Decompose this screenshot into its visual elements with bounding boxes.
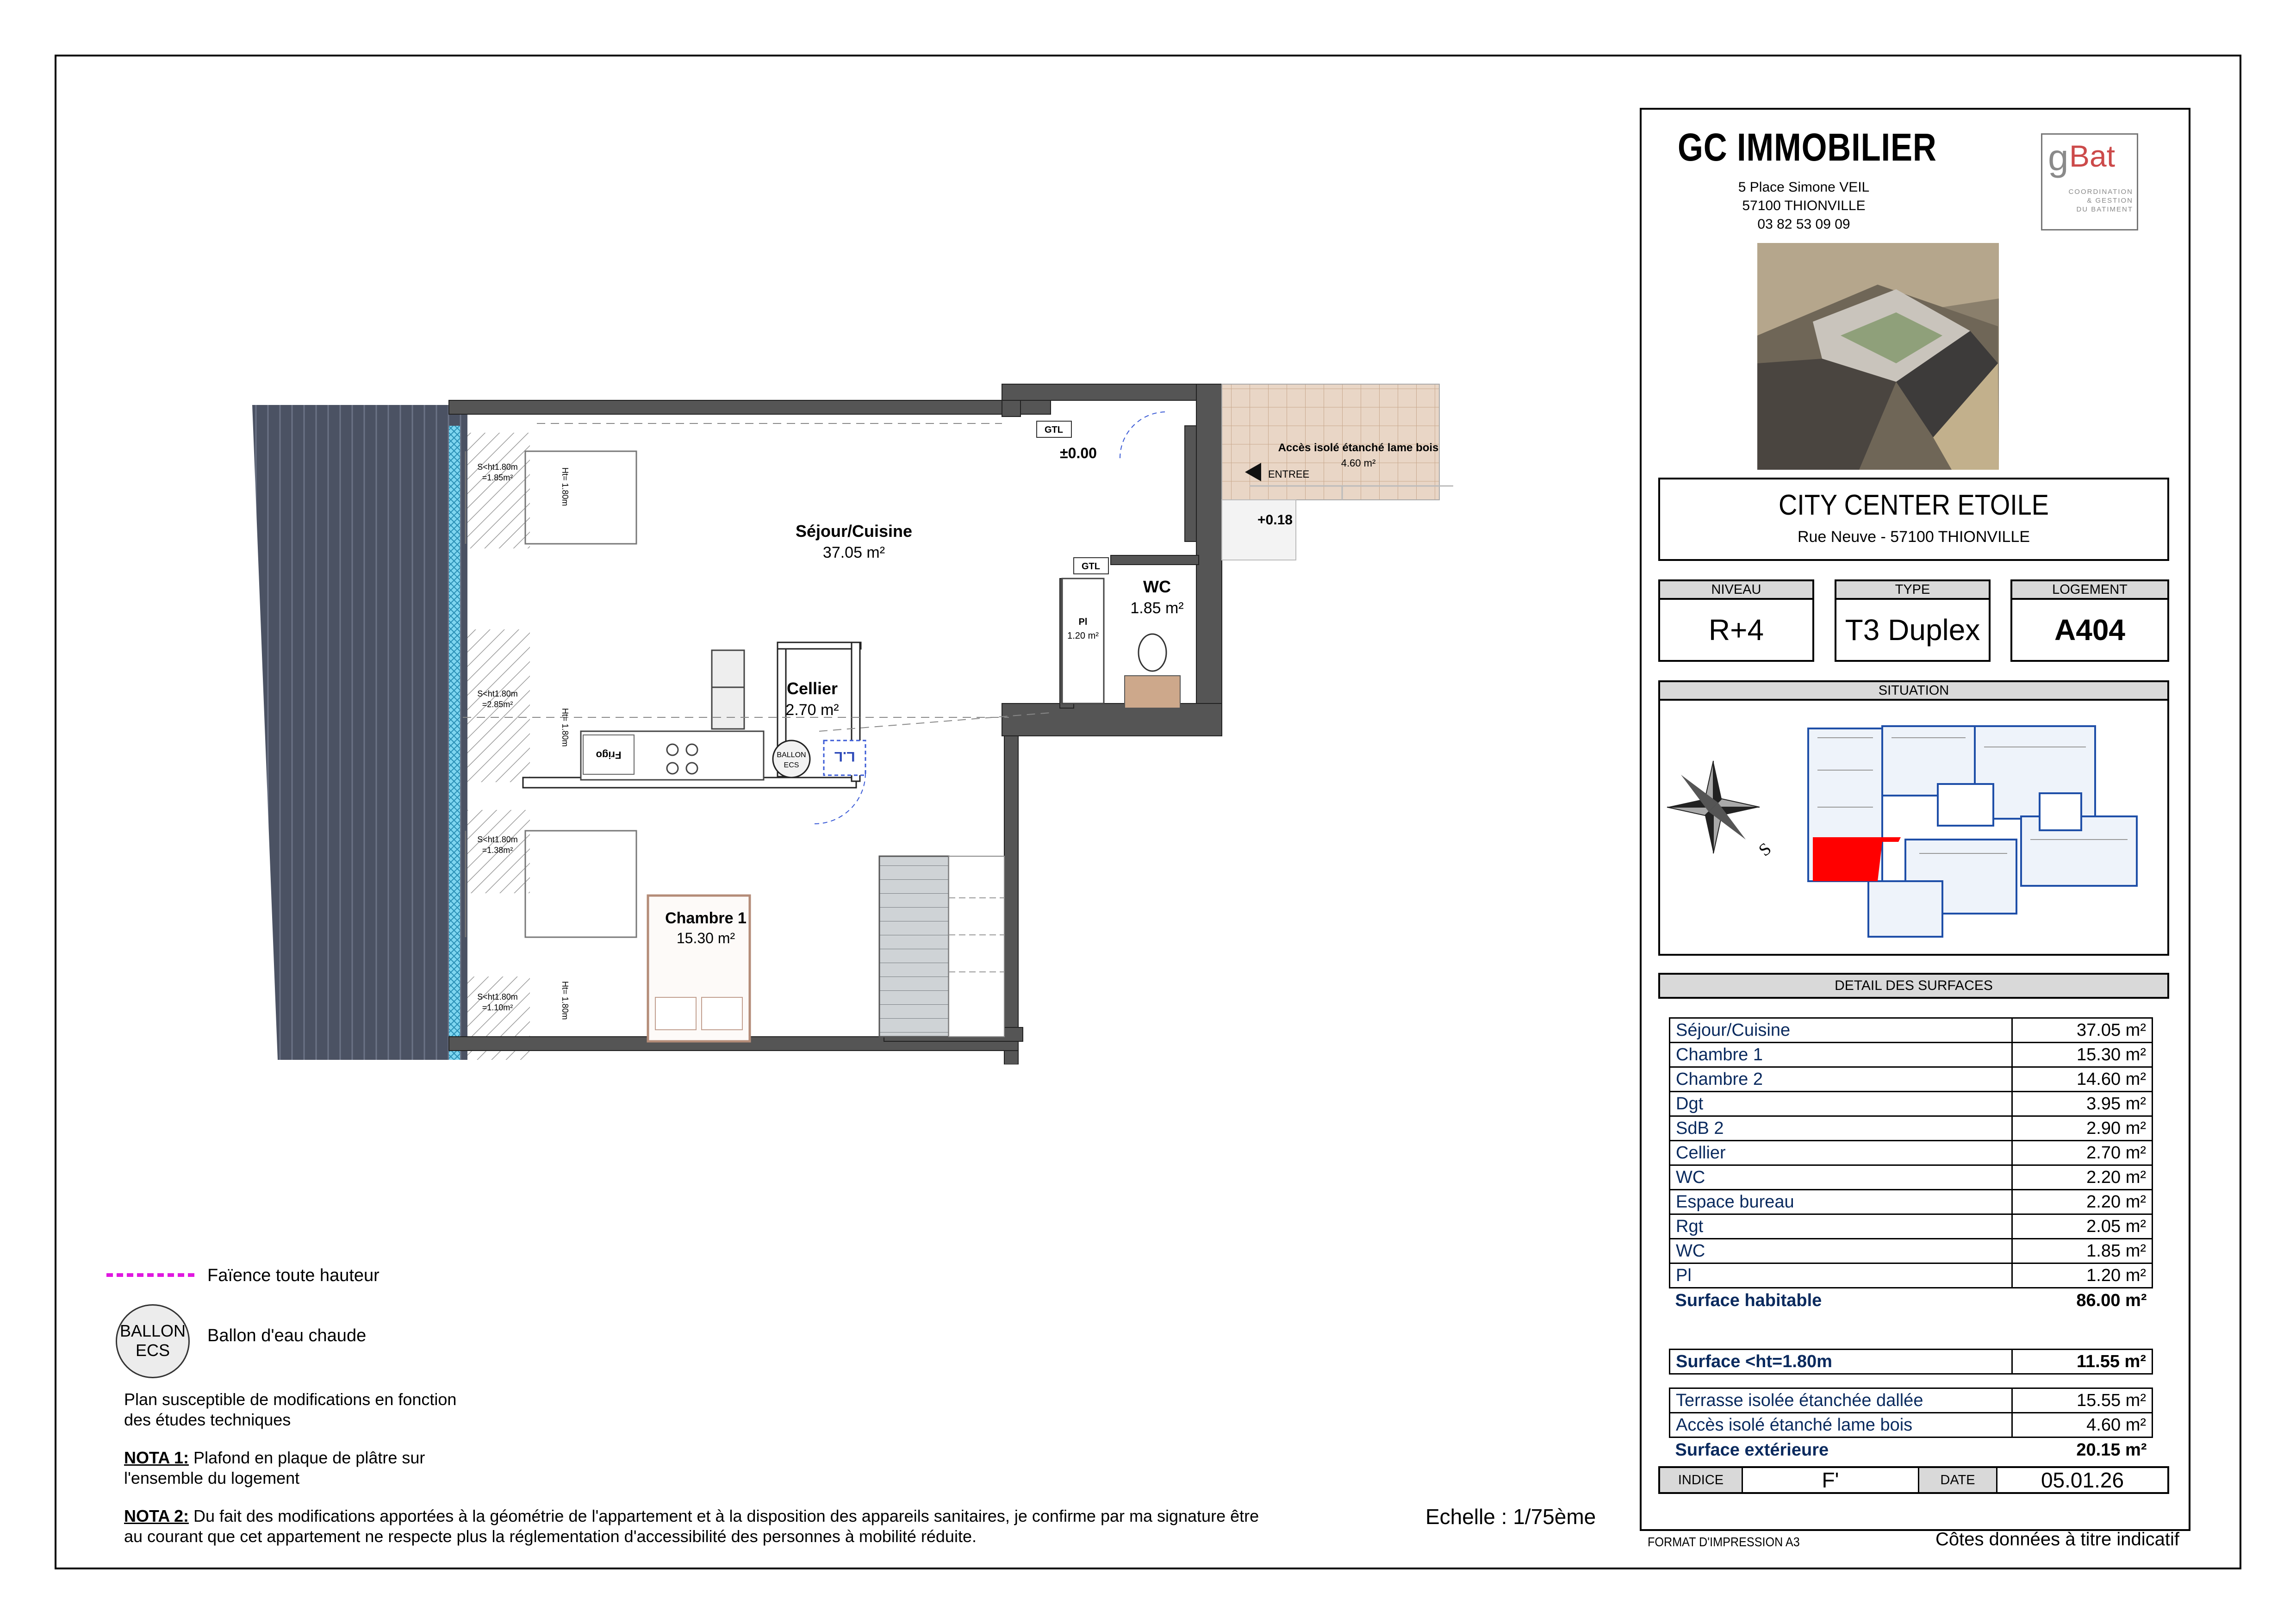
- fridge-label: Frigo: [596, 749, 622, 761]
- roof-slope: [252, 405, 467, 1060]
- logo-bat: Bat: [2069, 139, 2116, 173]
- room-surface-row: [1670, 1018, 2153, 1043]
- exterior-area: 4.60 m²: [2012, 1413, 2152, 1437]
- legend-faience: Faïence toute hauteur: [207, 1266, 380, 1285]
- wc-bowl-icon: [1139, 634, 1166, 671]
- dimensions-note: Côtes données à titre indicatif: [1935, 1529, 2179, 1549]
- oven: [712, 687, 744, 729]
- room-area: 2.90 m²: [2012, 1116, 2152, 1141]
- type-value: T3 Duplex: [1845, 613, 1980, 647]
- faience-line-icon: [104, 1270, 197, 1280]
- room-area: 15.30 m²: [2012, 1043, 2152, 1067]
- room-surface-row: [1670, 1141, 2153, 1165]
- terrace-edge: [1222, 500, 1296, 560]
- surface-exterieure-value: 20.15 m²: [2076, 1440, 2147, 1460]
- wc-cabinet: [1125, 676, 1180, 708]
- legend-ballon-symbol-2: ECS: [135, 1341, 170, 1360]
- address-line-1: 5 Place Simone VEIL: [1738, 180, 1870, 195]
- exterior-name: Terrasse isolée étanchée dallée: [1670, 1388, 2012, 1413]
- site-plan: [1808, 726, 2137, 937]
- nota1-text: Plafond en plaque de plâtre sur l'ensemble du logement: [124, 1448, 425, 1487]
- revision-bar: [1658, 1466, 2169, 1494]
- legend-ballon-icon: [116, 1304, 190, 1378]
- room-surfaces-table: [1669, 1017, 2153, 1313]
- nota2-text: Du fait des modifications apportées à la géométrie de l'appartement et à la disposition des appareils sanitaires, je confirme par ma signature être au courant que cet appartement ne respecte plus la réglementation d'accessibilité des personnes à mobilité réduite.: [124, 1506, 1259, 1546]
- exterior-row: [1670, 1388, 2153, 1413]
- room-area: 1.85 m²: [2012, 1239, 2152, 1263]
- address-line-2: 57100 THIONVILLE: [1742, 198, 1866, 213]
- exterior-row: [1670, 1413, 2153, 1437]
- room-area-cellier: 2.70 m²: [785, 701, 839, 719]
- logement-value: A404: [2054, 613, 2125, 647]
- room-area: 2.05 m²: [2012, 1214, 2152, 1239]
- project-address: Rue Neuve - 57100 THIONVILLE: [1797, 528, 2030, 546]
- type-box: [1835, 579, 1991, 662]
- note-plan: Plan susceptible de modifications en fonction des études techniques: [124, 1390, 457, 1429]
- logement-box: [2010, 579, 2169, 662]
- room-surfaces-body: [1670, 1018, 2153, 1288]
- room-name: Chambre 2: [1670, 1067, 2012, 1092]
- plan-ballon-ecs-icon: [773, 740, 810, 778]
- room-name: Espace bureau: [1670, 1190, 2012, 1214]
- room-name: Pl: [1670, 1263, 2012, 1288]
- project-name: CITY CENTER ETOILE: [1779, 489, 2049, 521]
- room-area: 2.70 m²: [2012, 1141, 2152, 1165]
- niveau-label: NIVEAU: [1660, 581, 1812, 600]
- room-area: 37.05 m²: [2012, 1018, 2152, 1043]
- washing-machine-label: L.L: [834, 749, 855, 764]
- low-zone-1-s: S<ht1.80m: [477, 462, 518, 472]
- plan-ballon-text-2: ECS: [784, 761, 799, 769]
- logo-g: g: [2048, 137, 2069, 178]
- logo-subtitle: [2047, 187, 2133, 214]
- floor-plan: [250, 380, 1513, 1064]
- facade-insulation: [449, 426, 460, 1060]
- legend-ballon-symbol-1: BALLON: [119, 1321, 186, 1340]
- project-box: [1658, 478, 2169, 561]
- room-name-sejour: Séjour/Cuisine: [795, 522, 913, 541]
- room-surface-row: [1670, 1165, 2153, 1190]
- room-name: Chambre 1: [1670, 1043, 2012, 1067]
- situation-map: [1660, 701, 2167, 956]
- room-area-chambre1: 15.30 m²: [676, 930, 735, 946]
- indice-label: INDICE: [1660, 1468, 1743, 1492]
- company-address: [1712, 178, 1895, 234]
- plan-ballon-text-1: BALLON: [777, 751, 806, 759]
- surface-habitable-value: 86.00 m²: [2076, 1290, 2147, 1310]
- low-zone-2-a: =2.85m²: [482, 700, 513, 709]
- room-area-wc: 1.85 m²: [1130, 599, 1184, 617]
- room-name-wc: WC: [1143, 577, 1171, 596]
- nota1-label: NOTA 1:: [124, 1448, 189, 1467]
- room-area: 2.20 m²: [2012, 1165, 2152, 1190]
- surface-exterieure-row: [1670, 1437, 2153, 1462]
- aerial-view-image: [1757, 243, 1999, 470]
- detail-header: DETAIL DES SURFACES: [1658, 973, 2169, 999]
- low-zone-3-s: S<ht1.80m: [477, 835, 518, 844]
- surface-low-table: [1669, 1349, 2153, 1375]
- level-terrace: +0.18: [1257, 512, 1293, 528]
- niveau-box: [1658, 579, 1814, 662]
- staircase-upper: [949, 856, 1004, 1037]
- compass-letter: S: [1755, 839, 1775, 860]
- room-area-pl: 1.20 m²: [1067, 631, 1099, 641]
- print-format: FORMAT D'IMPRESSION A3: [1648, 1535, 1800, 1549]
- logo-line-3: DU BATIMENT: [2076, 205, 2133, 213]
- acces-area: 4.60 m²: [1341, 457, 1376, 469]
- low-zone-2-s: S<ht1.80m: [477, 689, 518, 698]
- situation-box: [1658, 680, 2169, 956]
- niveau-value: R+4: [1708, 613, 1764, 647]
- note-1: [124, 1448, 476, 1488]
- room-area: 2.20 m²: [2012, 1190, 2152, 1214]
- room-name: Cellier: [1670, 1141, 2012, 1165]
- gcbat-logo: [2041, 133, 2138, 230]
- room-name: Dgt: [1670, 1092, 2012, 1116]
- nota2-label: NOTA 2:: [124, 1506, 189, 1525]
- surface-low-value: 11.55 m²: [2012, 1350, 2152, 1374]
- situation-label: SITUATION: [1660, 682, 2167, 701]
- room-surface-row: [1670, 1263, 2153, 1288]
- surface-habitable-row: [1670, 1288, 2153, 1313]
- entree-label: ENTREE: [1268, 468, 1310, 480]
- logement-label: LOGEMENT: [2012, 581, 2167, 600]
- low-zone-1-h: Ht= 1.80m: [560, 467, 570, 506]
- room-name: WC: [1670, 1165, 2012, 1190]
- room-surface-row: [1670, 1239, 2153, 1263]
- low-zone-4-s: S<ht1.80m: [477, 992, 518, 1002]
- surface-low-label: Surface <ht=1.80m: [1670, 1350, 2012, 1374]
- room-area: 3.95 m²: [2012, 1092, 2152, 1116]
- surface-exterieure-label: Surface extérieure: [1675, 1440, 1829, 1460]
- date-label: DATE: [1919, 1468, 1997, 1492]
- low-zone-2-h: Ht= 1.80m: [560, 708, 570, 747]
- placard: [1062, 579, 1104, 703]
- company-name: GC IMMOBILIER: [1678, 125, 1937, 169]
- acces-name: Accès isolé étanché lame bois: [1278, 442, 1439, 454]
- note-2: [124, 1506, 1276, 1547]
- room-name: WC: [1670, 1239, 2012, 1263]
- low-zone-3-a: =1.38m²: [482, 846, 513, 855]
- room-surface-row: [1670, 1214, 2153, 1239]
- surface-habitable-label: Surface habitable: [1675, 1290, 1822, 1310]
- scale-label: Echelle : 1/75ème: [1425, 1505, 1596, 1529]
- logo-line-2: & GESTION: [2087, 197, 2133, 205]
- exterior-surfaces-table: [1669, 1388, 2153, 1462]
- room-name: SdB 2: [1670, 1116, 2012, 1141]
- legend-ballon: Ballon d'eau chaude: [207, 1326, 367, 1345]
- room-name-pl: Pl: [1078, 617, 1088, 627]
- address-phone: 03 82 53 09 09: [1757, 217, 1850, 232]
- surface-low-row: [1670, 1350, 2153, 1374]
- room-surface-row: [1670, 1190, 2153, 1214]
- logo-line-1: COORDINATION: [2068, 188, 2133, 196]
- gtl-label-2: GTL: [1082, 561, 1100, 572]
- compass-icon: [1667, 761, 1775, 860]
- room-name: Séjour/Cuisine: [1670, 1018, 2012, 1043]
- room-surface-row: [1670, 1116, 2153, 1141]
- room-name-chambre1: Chambre 1: [665, 909, 747, 927]
- staircase: [879, 856, 949, 1037]
- exterior-name: Accès isolé étanché lame bois: [1670, 1413, 2012, 1437]
- date-value: 05.01.26: [2041, 1468, 2124, 1492]
- gtl-label-1: GTL: [1045, 425, 1063, 435]
- room-area: 1.20 m²: [2012, 1263, 2152, 1288]
- room-name-cellier: Cellier: [786, 679, 838, 698]
- low-zone-4-h: Ht= 1.80m: [560, 981, 570, 1020]
- apartment-location-marker: [1813, 837, 1901, 881]
- room-surface-row: [1670, 1092, 2153, 1116]
- room-area-sejour: 37.05 m²: [822, 544, 885, 561]
- type-label: TYPE: [1836, 581, 1989, 600]
- room-surface-row: [1670, 1067, 2153, 1092]
- room-area: 14.60 m²: [2012, 1067, 2152, 1092]
- indice-value: F': [1743, 1468, 1919, 1492]
- exterior-area: 15.55 m²: [2012, 1388, 2152, 1413]
- low-height-zone-1: [467, 433, 530, 548]
- room-name: Rgt: [1670, 1214, 2012, 1239]
- level-main: ±0.00: [1060, 445, 1097, 461]
- sink: [712, 650, 744, 687]
- room-surface-row: [1670, 1043, 2153, 1067]
- low-zone-4-a: =1.10m²: [482, 1003, 513, 1012]
- low-zone-1-a: =1.85m²: [482, 473, 513, 482]
